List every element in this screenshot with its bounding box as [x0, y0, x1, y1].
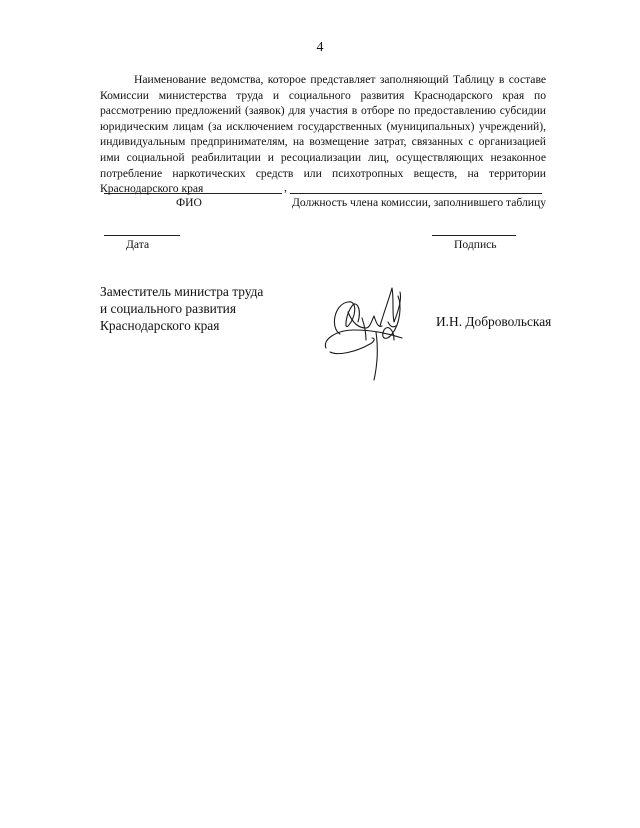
signatory-title: [100, 283, 263, 334]
date-fill-line: [104, 235, 180, 236]
signature-fill-line: [432, 235, 516, 236]
position-fill-line: [290, 193, 542, 194]
signatory-title-line: и социального развития: [100, 301, 236, 316]
handwritten-signature: [318, 282, 414, 384]
date-label: Дата: [126, 238, 150, 251]
fio-fill-line: [104, 193, 282, 194]
fill-line-separator: ,: [284, 180, 287, 194]
page-number: 4: [316, 40, 324, 55]
signatory-title-line: Краснодарского края: [100, 318, 220, 333]
body-paragraph: Наименование ведомства, которое представляет заполняющий Таблицу в составе Комиссии министерства труда и социального развития Краснодарского края по рассмотрению предложений (заявок) для участия в отборе по предоставлению субсидии юридическим лицам (за исключением государственных (муниципальных) учреждений), индивидуальным предпринимателям, на возмещение затрат, связанных с организацией ими социальной реабилитации и ресоциализации лиц, осуществляющих незаконное потребление наркотических средств или психотропных веществ, на территории Краснодарского края: [100, 73, 546, 196]
signature-label: Подпись: [454, 238, 497, 251]
position-label: Должность члена комиссии, заполнившего таблицу: [292, 196, 546, 209]
fio-label: ФИО: [176, 196, 202, 209]
signatory-name: И.Н. Добровольская: [436, 314, 552, 329]
signatory-title-line: Заместитель министра труда: [100, 284, 264, 299]
